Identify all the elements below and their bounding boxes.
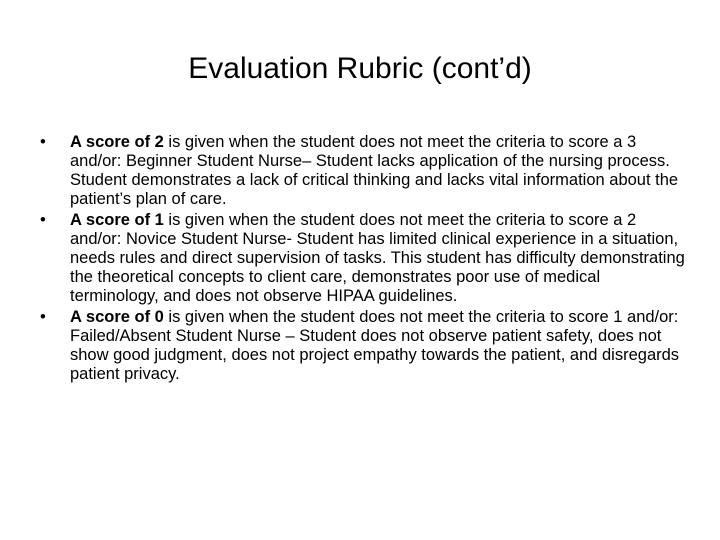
score-label: A score of 0 [70, 308, 164, 326]
bullet-icon: • [40, 133, 46, 151]
score-description: is given when the student does not meet the criteria to score 1 and/or: Failed/Absent Student Nurse – Student does not observe patient safety, does not show good judgment, does not project empathy towards the patient, and disregards patient privacy. [70, 308, 680, 383]
score-description: is given when the student does not meet the criteria to score a 3 and/or: Beginner Student Nurse– Student lacks application of the nursing process. Student demonstrates a lack of critical thinking and lacks vital information about the patient’s plan of care. [70, 133, 679, 208]
list-item [40, 308, 690, 384]
score-label: A score of 1 [70, 211, 164, 229]
bullet-icon: • [40, 308, 46, 326]
slide-title: Evaluation Rubric (cont’d) [188, 52, 532, 85]
bullet-list [40, 133, 690, 386]
list-item [40, 133, 690, 209]
score-description: is given when the student does not meet the criteria to score a 2 and/or: Novice Student Nurse- Student has limited clinical experience in a situation, needs rules and direct supervision of tasks. This student has difficulty demonstrating the theoretical concepts to client care, demonstrates poor use of medical terminology, and does not observe HIPAA guidelines. [70, 211, 685, 305]
bullet-icon: • [40, 211, 46, 229]
list-item [40, 211, 690, 306]
score-label: A score of 2 [70, 133, 164, 151]
